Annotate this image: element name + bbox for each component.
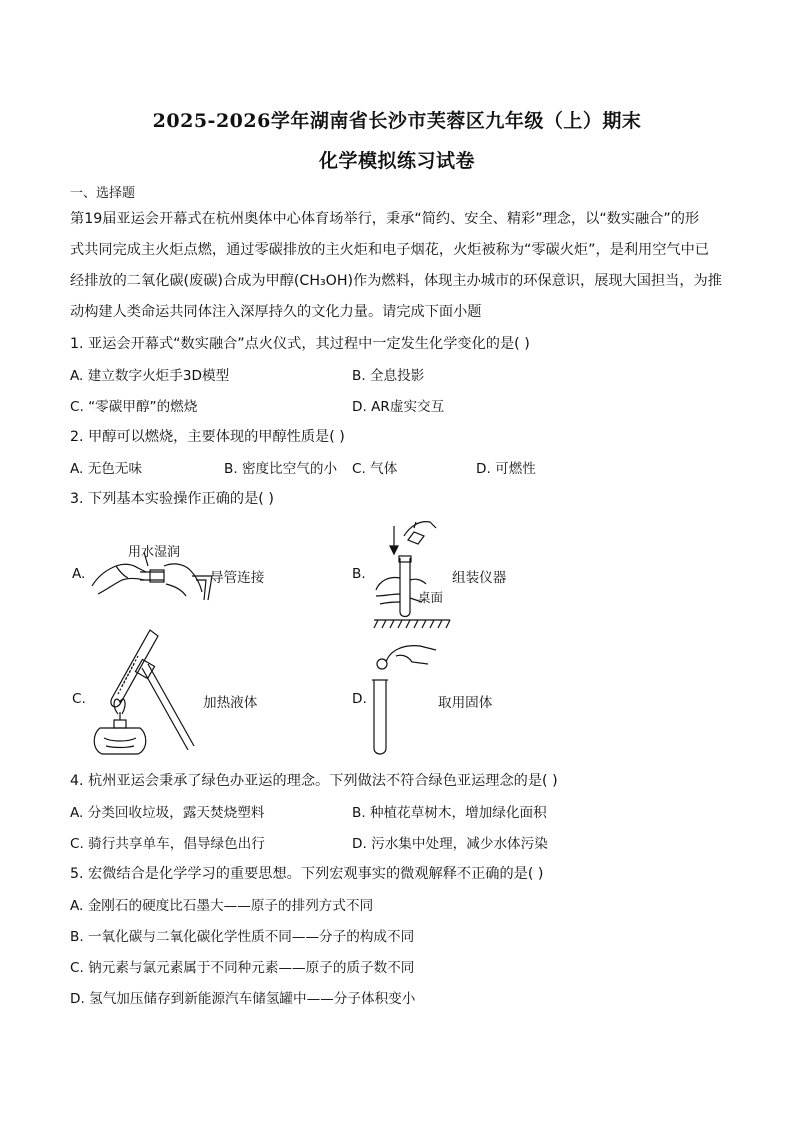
section-heading: 一、选择题 xyxy=(70,186,136,201)
question-3-option-b-label: 组装仪器 xyxy=(452,570,507,586)
question-3-option-c-label: 加热液体 xyxy=(203,695,258,711)
question-3-option-a-note: 用水湿润 xyxy=(128,545,181,560)
passage-line: 式共同完成主火炬点燃，通过零碳排放的主火炬和电子烟花，火炬被称为“零碳火炬”，是利用空气中已 xyxy=(70,242,709,258)
question-5-option-d: D. 氢气加压储存到新能源汽车储氢罐中——分子体积变小 xyxy=(70,991,416,1007)
question-3-option-a-letter: A. xyxy=(72,566,86,582)
question-4-option-d: D. 污水集中处理，减少水体污染 xyxy=(352,836,548,852)
question-2-option-b: B. 密度比空气的小 xyxy=(224,461,338,477)
question-3-option-a-label: 导管连接 xyxy=(210,570,265,586)
question-1-option-d: D. AR虚实交互 xyxy=(352,399,445,415)
heating-liquid-figure xyxy=(88,624,198,760)
question-2-option-c: C. 气体 xyxy=(352,461,398,477)
question-1-stem: 1. 亚运会开幕式“数实融合”点火仪式，其过程中一定发生化学变化的是( ) xyxy=(70,336,530,352)
question-1-option-b: B. 全息投影 xyxy=(352,368,425,384)
question-1-option-a: A. 建立数字火炬手3D模型 xyxy=(70,368,230,384)
taking-solid-figure xyxy=(368,636,440,758)
question-2-stem: 2. 甲醇可以燃烧，主要体现的甲醇性质是( ) xyxy=(70,429,345,445)
exam-title-line1: 2025-2026学年湖南省长沙市芙蓉区九年级（上）期末 xyxy=(152,110,642,132)
passage-line: 第19届亚运会开幕式在杭州奥体中心体育场举行，秉承“简约、安全、精彩”理念，以“数实融合”的形 xyxy=(70,211,700,227)
question-3-option-c-letter: C. xyxy=(72,691,86,707)
question-5-option-b: B. 一氧化碳与二氧化碳化学性质不同——分子的构成不同 xyxy=(70,929,415,945)
question-1-option-c: C. “零碳甲醇”的燃烧 xyxy=(70,399,198,415)
question-4-option-a: A. 分类回收垃圾，露天焚烧塑料 xyxy=(70,805,265,821)
passage-line: 动构建人类命运共同体注入深厚持久的文化力量。请完成下面小题 xyxy=(70,304,482,320)
passage-line: 经排放的二氧化碳(废碳)合成为甲醇(CH₃OH)作为燃料，体现主办城市的环保意识，展现大国担当，为推 xyxy=(70,273,722,289)
question-5-option-a: A. 金刚石的硬度比石墨大——原子的排列方式不同 xyxy=(70,898,374,914)
exam-title-line2: 化学模拟练习试卷 xyxy=(318,150,475,172)
question-4-option-b: B. 种植花草树木，增加绿化面积 xyxy=(352,805,547,821)
question-2-option-a: A. 无色无味 xyxy=(70,461,143,477)
question-3-option-d-label: 取用固体 xyxy=(438,695,493,711)
question-4-option-c: C. 骑行共享单车，倡导绿色出行 xyxy=(70,836,265,852)
instrument-assembly-figure xyxy=(370,514,452,632)
question-3-option-d-letter: D. xyxy=(352,691,367,707)
question-3-stem: 3. 下列基本实验操作正确的是( ) xyxy=(70,491,274,507)
question-4-stem: 4. 杭州亚运会秉承了绿色办亚运的理念。下列做法不符合绿色亚运理念的是( ) xyxy=(70,773,558,789)
question-2-option-d: D. 可燃性 xyxy=(476,461,536,477)
question-5-stem: 5. 宏微结合是化学学习的重要思想。下列宏观事实的微观解释不正确的是( ) xyxy=(70,866,544,882)
question-3-option-b-letter: B. xyxy=(352,566,366,582)
question-3-option-b-note: 桌面 xyxy=(418,590,444,605)
question-5-option-c: C. 钠元素与氯元素属于不同种元素——原子的质子数不同 xyxy=(70,960,415,976)
